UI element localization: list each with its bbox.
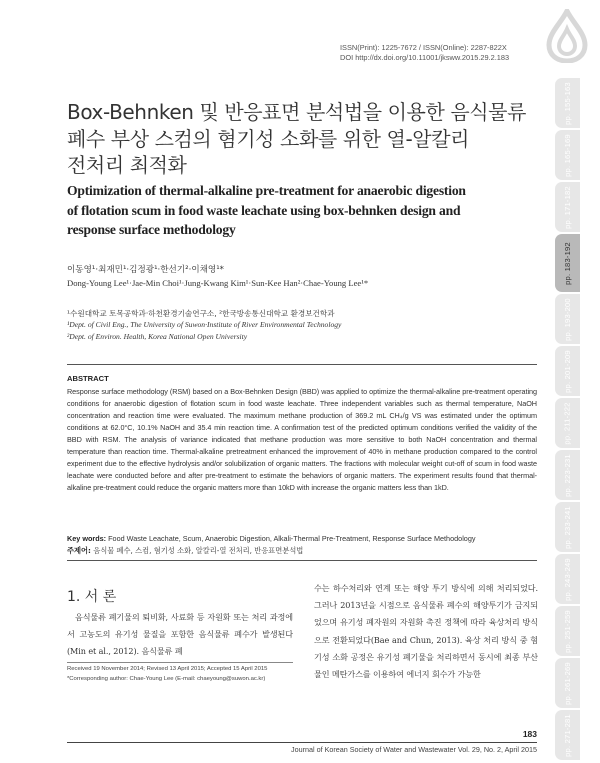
divider	[67, 560, 537, 561]
body-column-right	[314, 580, 538, 683]
page-tab-label: pp. 223-231	[563, 453, 572, 497]
page-tab[interactable]	[555, 606, 580, 656]
page-tab-label: pp. 165-169	[563, 133, 572, 177]
keywords-values-korean: 음식물 폐수, 스컴, 혐기성 소화, 알칼리-열 전처리, 반응표면분석법	[93, 546, 304, 555]
page-tab[interactable]	[555, 294, 580, 344]
page-tab-label: pp. 171-182	[563, 185, 572, 229]
affiliation-english-2: ²Dept. of Environ. Health, Korea National Open University	[67, 332, 248, 341]
page-tab[interactable]	[555, 554, 580, 604]
footnote-divider	[67, 662, 293, 663]
received-dates: Received 19 November 2014; Revised 13 April 2015; Accepted 15 April 2015	[67, 666, 268, 672]
page-tab[interactable]	[555, 182, 580, 232]
title-korean	[67, 99, 537, 179]
doi-link[interactable]: DOI http://dx.doi.org/10.11001/jksww.2015.29.2.183	[340, 53, 510, 62]
section-heading: 1. 서 론	[67, 589, 117, 605]
keywords-values: Food Waste Leachate, Scum, Anaerobic Digestion, Alkali-Thermal Pre-Treatment, Response Surface Methodology	[108, 534, 476, 543]
keywords-korean	[67, 546, 537, 556]
affiliation-korean: ¹수원대학교 토목공학과·하천환경기술연구소, ²한국방송통신대학교 환경보건학과	[67, 309, 335, 318]
page-tab-label: pp. 211-222	[563, 401, 573, 445]
keywords-label: Key words:	[67, 534, 107, 543]
authors-english: Dong-Young Lee¹·Jae-Min Choi¹·Jung-Kwang Kim¹·Sun-Kee Han²·Chae-Young Lee¹*	[67, 278, 369, 288]
title-korean-line: 폐수 부상 스컴의 혐기성 소화를 위한 열-알칼리	[67, 126, 470, 151]
abstract-heading: ABSTRACT	[67, 374, 109, 383]
page-tab-label: pp. 243-249	[563, 557, 572, 601]
article-page-tabs	[555, 78, 580, 760]
page-tab[interactable]	[555, 710, 580, 760]
journal-citation: Journal of Korean Society of Water and Wastewater Vol. 29, No. 2, April 2015	[291, 745, 537, 754]
page-tab-active[interactable]	[555, 234, 580, 292]
keywords-label-korean: 주제어:	[67, 546, 91, 555]
corresponding-author: *Corresponding author: Chae-Young Lee (E-mail: chaeyoung@suwon.ac.kr)	[67, 676, 266, 682]
page-tab[interactable]	[555, 450, 580, 500]
title-korean-line: Box-Behnken 및 반응표면 분석법을 이용한 음식물류	[67, 100, 527, 124]
page-tab-label: pp. 261-269	[563, 661, 572, 705]
page-tab-label: pp. 201-209	[563, 349, 572, 393]
authors-korean: 이동영¹·최재민¹·김정광¹·한선기²·이채영¹*	[67, 265, 224, 275]
page-tab[interactable]	[555, 658, 580, 708]
water-drop-logo-icon	[543, 9, 591, 63]
title-korean-line: 전처리 최적화	[67, 153, 187, 177]
page-tab[interactable]	[555, 130, 580, 180]
page-number: 183	[522, 729, 537, 739]
page-tab-label: pp. 251-259	[563, 609, 572, 653]
page-tab[interactable]	[555, 398, 580, 448]
body-paragraph: 수는 하수처리와 연계 또는 해양 투기 방식에 의해 처리되었다. 그러나 2013년을 시점으로 음식물류 폐수의 해양투기가 금지되었으며 유기성 폐자원의 자원화 촉진 정책에 따라 육상처리 방식으로 전환되었다(Bae and Chun, 2013). 육상 처리 방식 중 혐기성 소화 공정은 유기성 폐기물을 처리하면서 동시에 최종 부산물인 메탄가스를 이용하여 에너지 회수가 가능한	[314, 583, 538, 680]
issn-text: ISSN(Print): 1225-7672 / ISSN(Online): 2287-822X	[340, 43, 507, 52]
page-tab-label: pp. 155-163	[563, 81, 572, 125]
body-column-left	[67, 609, 293, 661]
page-tab-label: pp. 183-192	[563, 241, 572, 285]
title-english-line: response surface methodology	[67, 222, 236, 237]
page-tab[interactable]	[555, 502, 580, 552]
divider	[67, 364, 537, 365]
title-english	[67, 181, 537, 240]
abstract-body: Response surface methodology (RSM) based on a Box-Behnken Design (BBD) was applied to optimize the thermal-alkaline pre-treatment operating conditions for anaerobic digestion of flotation scum in food waste leachate. Three independent variables such as thermal temperature, NaOH concentration and reaction time were evaluated. The maximum methane production of 369.2 mL CH₄/g VS was estimated under the optimum conditions at 62.0°C, 10.1% NaOH and 35.4 min reaction time. A confirmation test of the predicted optimum conditions verified the validity of the BBD with RSM. The analysis of variance indicated that methane production was more sensitive to both NaOH concentration and thermal temperature than reaction time. Thermal-alkaline pretreatment enhanced the improvement of 40% in methane production compared to the control experiment due to the effective hydrolysis and/or solubilization of organic matters. The fractions with molecular weight cut-off of scum in food waste leachate were conducted before and after pre-treatment to estimate the behaviors of organic matters. The experiment results found that thermal-alkaline pre-treatment could reduce the organic matters more than 10kD with increase the organic matters less than 1kD.	[67, 387, 537, 493]
title-english-line: of flotation scum in food waste leachate using box-behnken design and	[67, 202, 461, 218]
page-tab-label: pp. 193-200	[563, 297, 572, 341]
affiliation-english-1: ¹Dept. of Civil Eng., The University of Suwon·Institute of River Environmental Technology	[67, 320, 342, 329]
keywords-english	[67, 534, 537, 543]
page-tab[interactable]	[555, 346, 580, 396]
page-tab-label: pp. 233-241	[563, 505, 572, 549]
journal-header	[340, 43, 540, 63]
title-english-line: Optimization of thermal-alkaline pre-treatment for anaerobic digestion	[67, 183, 466, 198]
footer-divider	[67, 742, 537, 743]
page-tab-label: pp. 271-281	[563, 713, 572, 757]
page-tab[interactable]	[555, 78, 580, 128]
body-paragraph: 음식물류 폐기물의 퇴비화, 사료화 등 자원화 또는 처리 과정에서 고농도의 유기성 물질을 포함한 음식물류 폐수가 발생된다(Min et al., 2012). 음식물류 폐	[67, 612, 293, 657]
